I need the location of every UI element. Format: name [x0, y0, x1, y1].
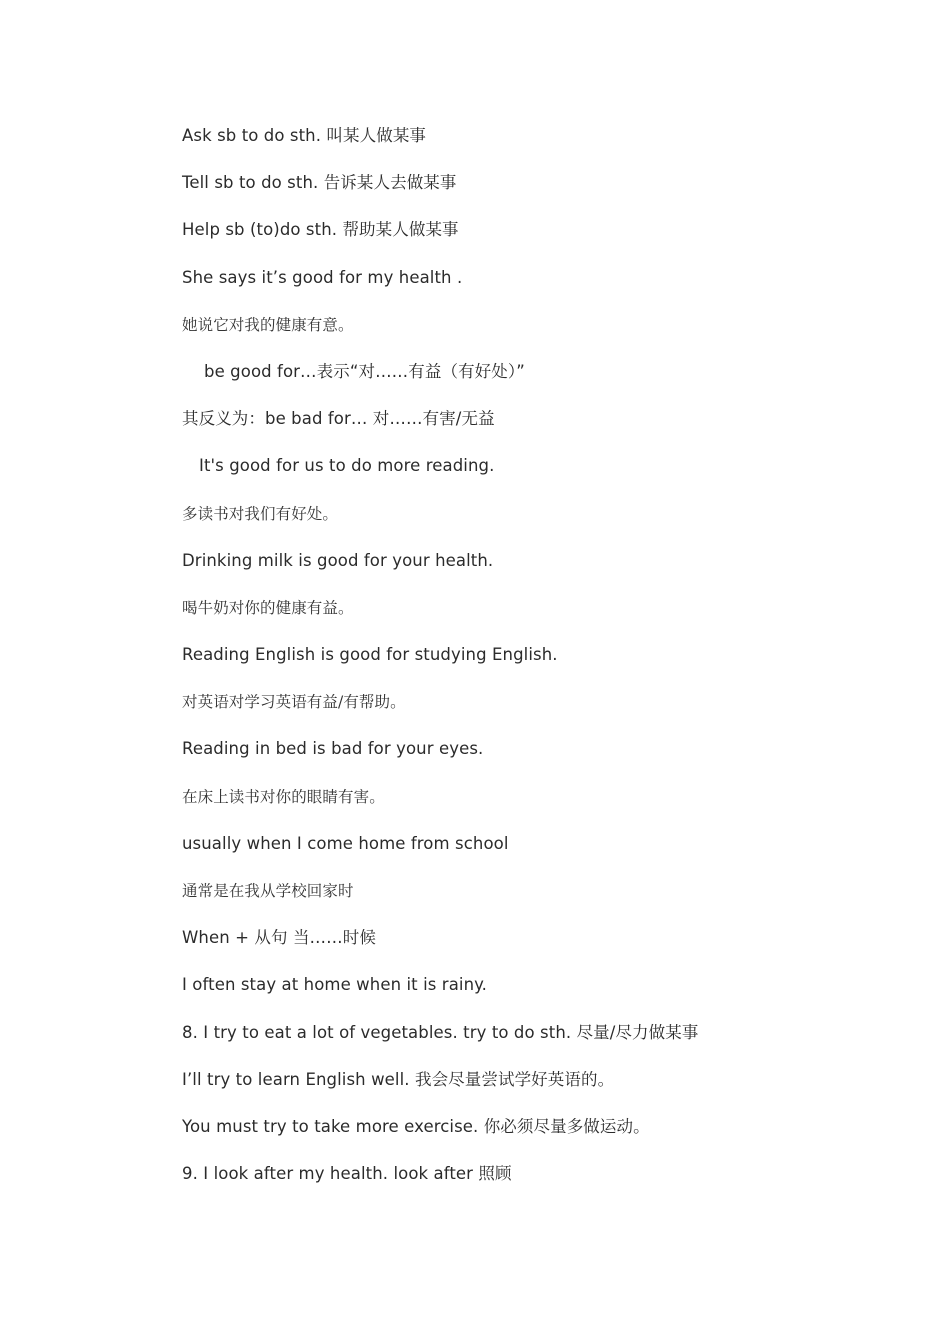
text-line: 8. I try to eat a lot of vegetables. try to do sth. 尽量/尽力做某事 — [182, 1022, 699, 1042]
text-line: 通常是在我从学校回家时 — [182, 882, 354, 900]
text-line: 喝牛奶对你的健康有益。 — [182, 598, 354, 617]
text-line: Drinking milk is good for your health. — [182, 550, 494, 570]
text-line: usually when I come home from school — [182, 833, 509, 853]
text-line: Tell sb to do sth. 告诉某人去做某事 — [182, 173, 457, 193]
text-line: 9. I look after my health. look after 照顾 — [182, 1164, 512, 1184]
text-line: I often stay at home when it is rainy. — [182, 975, 488, 995]
text-line: She says it’s good for my health . — [182, 267, 463, 287]
text-line: You must try to take more exercise. 你必须尽量多做运动。 — [182, 1116, 650, 1136]
text-line: Reading in bed is bad for your eyes. — [182, 739, 484, 759]
text-line: 多读书对我们有好处。 — [182, 504, 339, 523]
text-line: It's good for us to do more reading. — [199, 456, 495, 476]
text-line: When + 从句 当……时候 — [182, 928, 376, 948]
document-body — [182, 124, 882, 1209]
text-line: Ask sb to do sth. 叫某人做某事 — [182, 126, 427, 145]
text-line: Reading English is good for studying English. — [182, 645, 558, 665]
text-line: 在床上读书对你的眼睛有害。 — [182, 787, 385, 806]
text-line: 她说它对我的健康有意。 — [182, 315, 354, 334]
text-line: 其反义为：be bad for… 对……有害/无益 — [182, 409, 495, 429]
text-line: I’ll try to learn English well. 我会尽量尝试学好英语的。 — [182, 1069, 615, 1089]
text-line: 对英语对学习英语有益/有帮助。 — [182, 693, 406, 712]
text-line: Help sb (to)do sth. 帮助某人做某事 — [182, 220, 459, 240]
text-line: be good for…表示“对……有益（有好处）” — [204, 361, 525, 381]
